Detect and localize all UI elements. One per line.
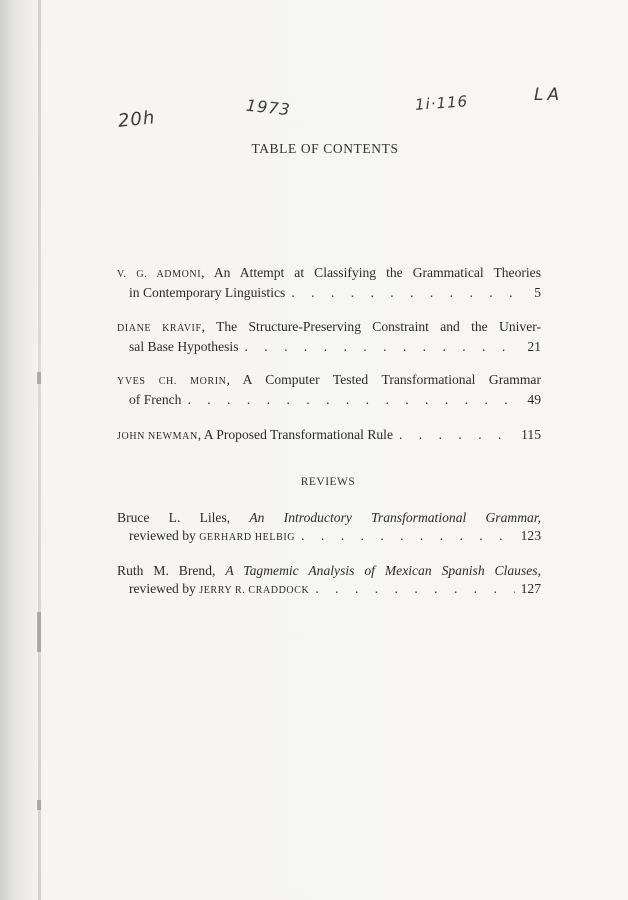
page-title: TABLE OF CONTENTS [251,141,399,156]
entry-title: , The Structure-Preserving Constraint and the Univer- [201,319,542,334]
review-book-title: A Tagmemic Analysis of Mexican Spanish Clauses, [225,563,541,578]
dot-leader [187,391,515,409]
entry-title-cont: in Contemporary Linguistics [129,285,286,300]
dot-leader [245,338,516,356]
dot-leader [301,527,515,545]
handwritten-note-left: 20h [117,107,157,132]
entry-title-cont: sal Base Hypothesis [129,339,239,354]
review-entry [117,562,541,600]
toc-entry-line1 [117,371,541,391]
dot-leader [315,580,515,598]
toc-entry [117,426,541,446]
dot-leader [399,426,515,444]
page-spine-shadow [38,0,41,900]
spine-mark [37,372,41,384]
toc-entry-line2 [117,391,541,409]
dot-leader [291,284,515,302]
entry-title-cont: of French [129,392,182,407]
handwritten-year: 1973 [245,95,292,120]
entry-author: DIANE KRAVIF [117,323,202,334]
toc-entry-line1 [117,264,541,284]
entry-page-number: 49 [527,392,541,407]
reviews-heading: REVIEWS [300,476,356,488]
entry-title: , A Proposed Transformational Rule [197,427,393,442]
review-reviewer: JERRY R. CRADDOCK [199,585,310,596]
review-line2 [117,580,541,600]
entry-page-number: 115 [521,427,541,442]
review-entry [117,509,541,547]
entry-author: YVES CH. MORIN [117,376,227,387]
review-reviewed-by: reviewed by [129,581,196,596]
review-book-author: Bruce L. Liles, [117,510,231,525]
entry-title: , A Computer Tested Transformational Grammar [226,372,541,387]
toc-entry-line2 [117,338,541,356]
toc-entry [117,318,541,356]
entry-page-number: 21 [527,339,541,354]
spine-mark [37,800,41,810]
spine-mark [37,612,41,652]
entry-author: V. G. ADMONI [117,269,202,280]
review-line1 [117,509,541,527]
toc-entry [117,371,541,409]
review-reviewer: GERHARD HELBIG [199,532,296,543]
toc-entry-line2 [117,284,541,302]
review-page-number: 123 [520,528,541,543]
review-book-title: An Introductory Transformational Grammar, [249,510,541,525]
toc-entry [117,264,541,302]
toc-entry-line1 [117,426,541,446]
review-line1 [117,562,541,580]
handwritten-note-right: LA [534,85,564,105]
review-reviewed-by: reviewed by [129,528,196,543]
review-book-author: Ruth M. Brend, [117,563,216,578]
review-page-number: 127 [520,581,541,596]
review-line2 [117,527,541,547]
entry-title: , An Attempt at Classifying the Grammatical Theories [201,265,542,280]
entry-page-number: 5 [534,285,541,300]
entry-author: JOHN NEWMAN [117,431,198,442]
handwritten-note-mid: 1i·116 [414,92,469,114]
toc-entry-line1 [117,318,541,338]
